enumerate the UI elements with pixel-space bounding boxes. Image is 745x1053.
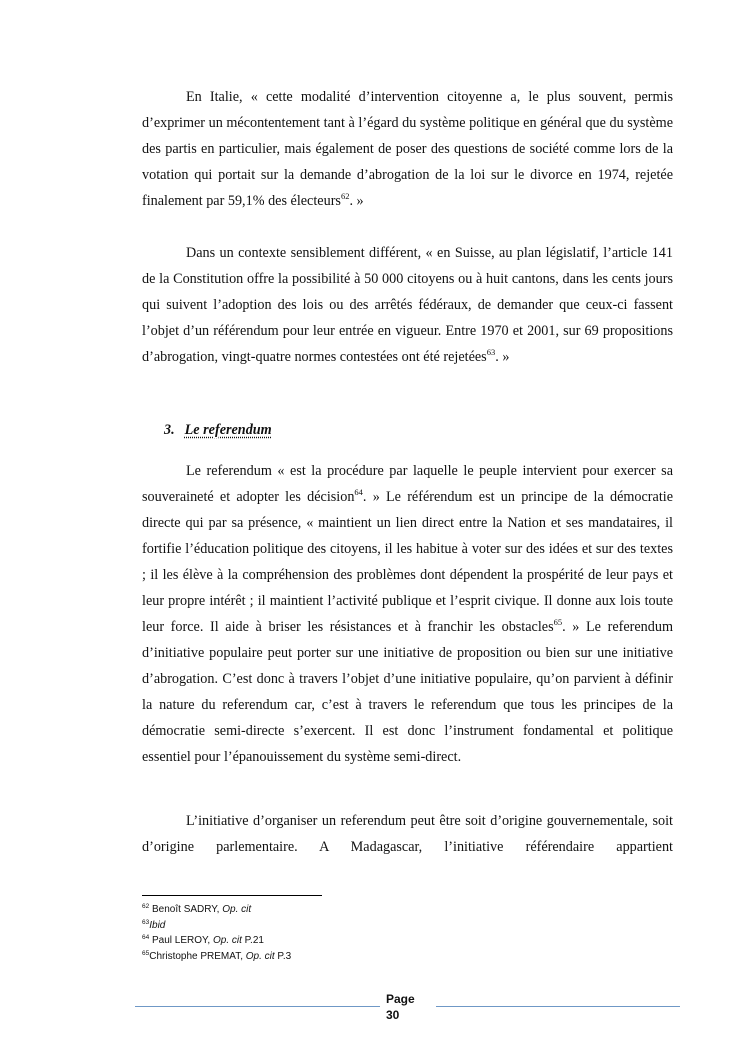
footnote-63: $^{63}$Ibid	[142, 918, 166, 931]
paragraph-text: Le referendum « est la procédure par laquelle le peuple intervient pour exercer sa souveraineté et adopter les décision	[142, 463, 673, 505]
footer-rule-right	[436, 1006, 680, 1007]
paragraph-text: . » Le referendum d’initiative populaire peut porter sur une initiative de proposition ou bien sur une initiative d’abrogation. C’est donc à travers l’objet d’une initiative populaire, qu’on parvient à définir la nature du referendum car, c’est à travers le referendum que tous les principes de la démocratie semi-directe s’exercent. Il est donc l’instrument fondamental et politique essentiel pour l’épanouissement du système semi-direct.	[142, 619, 673, 765]
page-label: Page	[386, 992, 415, 1006]
paragraph-switzerland	[142, 240, 673, 370]
footnote-62: $^{62}$ Benoît SADRY, Op. cit	[142, 903, 252, 915]
section-number: 3.	[164, 422, 175, 438]
paragraph-text: L’initiative d’organiser un referendum peut être soit d’origine gouvernementale, soit d’origine parlementaire. A Madagascar, l’initiative référendaire appartient	[142, 813, 673, 855]
footnote-separator	[142, 895, 322, 896]
paragraph-text: Dans un contexte sensiblement différent, « en Suisse, au plan législatif, l’article 141 de la Constitution offre la possibilité à 50 000 citoyens ou à huit cantons, dans les cents jours qui suivent l’adoption des lois ou des arrêtés fédéraux, de demander que ceux-ci fassent l’objet d’un référendum pour leur entrée en vigueur. Entre 1970 et 2001, sur 69 propositions d’abrogation, vingt-quatre normes contestées ont été rejetées	[142, 245, 673, 365]
footnote-65: $^{65}$Christophe PREMAT, Op. cit P.3	[142, 949, 292, 962]
page-number-value: 30	[386, 1008, 400, 1022]
paragraph-initiative	[142, 808, 673, 860]
paragraph-referendum-definition	[142, 458, 673, 770]
paragraph-text: . » Le référendum est un principe de la démocratie directe qui par sa présence, « maintient un lien direct entre la Nation et ses mandataires, il fortifie l’éducation politique des citoyens, il les habitue à voter sur des idées et sur des textes ; il les élève à la compréhension des problèmes dont dépendent la prospérité de leur pays et leur propre intérêt ; il maintient l’activité publique et l’esprit civique. Il donne aux lois toute leur force. Il aide à briser les résistances et à franchir les obstacles	[142, 489, 673, 635]
footnote-64: $^{64}$ Paul LEROY, Op. cit P.21	[142, 934, 264, 946]
section-heading	[164, 422, 272, 439]
footer-rule-left	[135, 1006, 380, 1007]
footnote-ref-62[interactable]: 62	[340, 191, 350, 201]
footnote-ref-65[interactable]: 65	[553, 617, 563, 627]
footnote-ref-63[interactable]: 63	[486, 347, 496, 357]
paragraph-tail: . »	[495, 349, 510, 365]
page-number	[386, 991, 426, 1023]
footnotes	[142, 902, 542, 964]
footnote-ref-64[interactable]: 64	[354, 487, 363, 497]
paragraph-tail: . »	[349, 193, 364, 209]
paragraph-text: En Italie, « cette modalité d’intervention citoyenne a, le plus souvent, permis d’exprimer un mécontentement tant à l’égard du système politique en général que du système des partis en particulier, mais également de poser des questions de société comme lors de la votation qui portait sur la demande d’abrogation de la loi sur le divorce en 1974, rejetée finalement par 59,1% des électeurs	[142, 89, 673, 209]
section-title: Le referendum	[184, 422, 272, 438]
paragraph-italy	[142, 84, 673, 214]
